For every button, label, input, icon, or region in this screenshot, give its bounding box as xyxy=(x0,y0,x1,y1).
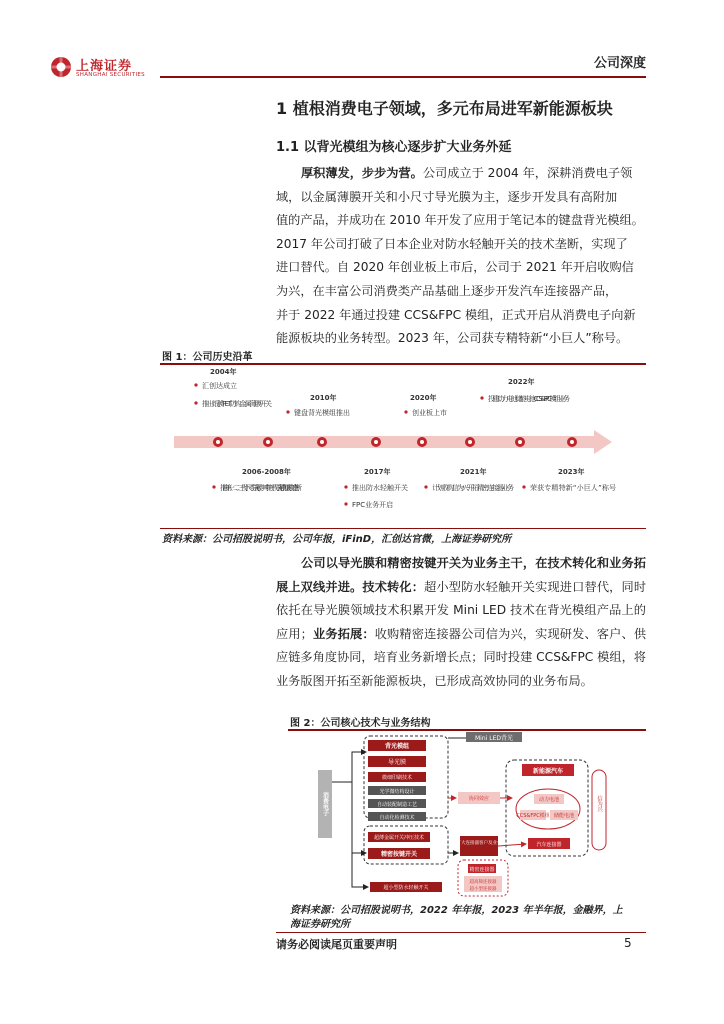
label-newenergy: 新能源汽车 xyxy=(532,768,564,775)
label-conn1: 超高频连接器 xyxy=(469,880,497,885)
label-ccsfpc: CCS&FPC模组 xyxy=(516,813,550,819)
event-year-2021: 2021年 xyxy=(460,468,487,476)
brand-name-en: SHANGHAI SECURITIES xyxy=(76,72,145,78)
event-item: 荣获专精特新“小巨人”称号 xyxy=(530,484,616,492)
figure1-bottom-rule xyxy=(160,528,646,529)
event-item: 推出纸膜PET防钩金属薄膜开关 xyxy=(202,400,272,408)
figure1-source: 资料来源：公司招股说明书，公司年报，iFinD，汇创达官微，上海证券研究所 xyxy=(162,534,512,545)
event-item: 计划收购信为兴开拓精密连接器业务 xyxy=(432,484,514,492)
figure2-source xyxy=(290,904,646,932)
label-cust: 扩大连接器客户及业务 xyxy=(456,841,502,846)
event-year-2004: 2004年 xyxy=(210,368,237,376)
label-miniled: Mini LED背光 xyxy=(475,735,513,742)
paragraph-line: 进口替代。自 2020 年创业板上市后，公司于 2021 年开启收购信 xyxy=(276,260,634,275)
biz-text: 收购精密连接器公司信为兴，实现研发、客户、供应链多角度协同，培育业务新增长点；同时投建 CCS&FPC 模组，将业务版图开拓至新能源板块，已形成高效协同的业务布局。 xyxy=(276,626,647,688)
label-switch-tech: 超薄金属开关冲压技术 xyxy=(373,835,425,841)
event-item: 创业板上市 xyxy=(412,409,447,417)
label-tech2: 自动装配制造工艺 xyxy=(376,802,418,808)
paragraph-line: 域，以金属薄膜开关和小尺寸导光膜为主，逐步开发具有高附加 xyxy=(276,189,618,204)
label-vehicle-conn: 汽车连接器 xyxy=(536,842,562,848)
event-item: FPC业务开启 xyxy=(352,501,394,509)
page-number: 5 xyxy=(624,936,632,950)
brand-logo xyxy=(50,54,150,84)
paragraph-lead: 公司以导光膜和精密按键开关为业务主干，在技术转化和业务拓展上双线并进。 xyxy=(276,556,646,594)
tech-text: 超小型防水轻触开关实现进口替代，同时依托在导光膜领域技术积累开发 Mini LED 技术在背光模组产品上的应用； xyxy=(276,579,647,641)
label-xinweixing: 信为兴 xyxy=(596,795,602,813)
label-waterproof: 超小型防水轻触开关 xyxy=(383,885,429,891)
event-year-2017: 2017年 xyxy=(364,468,391,476)
label-conn2: 超小型连接器 xyxy=(469,887,497,892)
report-type: 公司深度 xyxy=(593,56,646,71)
label-synergy: 协同效应 xyxy=(468,796,490,802)
figure2-top-rule xyxy=(288,729,646,731)
history-timeline xyxy=(160,366,646,528)
tech-label: 技术转化： xyxy=(362,579,425,594)
paragraph-line: 值的产品，并成功在 2010 年开发了应用于笔记本的键盘背光模组。 xyxy=(276,213,644,228)
paragraph-history xyxy=(276,162,646,351)
brand-name: 上海证券 xyxy=(76,59,133,74)
paragraph-business xyxy=(276,552,646,694)
event-year-2023: 2023年 xyxy=(558,468,585,476)
paragraph-line: 能源板块的业务转型。2023 年，公司获专精特新“小巨人”称号。 xyxy=(276,331,629,346)
label-tech3: 自动化检测技术 xyxy=(379,815,415,821)
paragraph-line: 2017 年公司打破了日本企业对防水轻触开关的技术垄断，实现了 xyxy=(276,236,628,251)
event-item: 键盘背光模组推出 xyxy=(294,409,350,417)
event-item: 推出第一、二、三代小尺寸导光膜，其中第三代导光膜打破欧美垄断 xyxy=(220,484,302,492)
biz-label: 业务拓展： xyxy=(312,626,375,641)
label-switch: 精密按键开关 xyxy=(380,851,418,858)
subsection-heading: 1.1 以背光模组为核心逐步扩大业务外延 xyxy=(276,140,512,155)
header-divider xyxy=(160,76,646,78)
label-lgf: 导光膜 xyxy=(387,759,407,766)
figure2-source-line: 资料来源：公司招股说明书，2022 年年报，2023 年半年报，金融界，上 xyxy=(290,905,623,916)
paragraph-line: 并于 2022 年通过投建 CCS&FPC 模组，正式开启从消费电子向新 xyxy=(276,307,636,322)
event-item: 汇创达成立 xyxy=(202,382,237,390)
figure1-top-rule xyxy=(160,363,646,365)
paragraph-lead: 厚积薄发，步步为营。 xyxy=(301,166,423,180)
label-battery: 动力电池 xyxy=(538,797,560,803)
event-item: 投建动力电池储能电池CCS&FPC模组业务 xyxy=(488,395,570,403)
section-heading: 1 植根消费电子领域，多元布局进军新能源板块 xyxy=(276,99,613,118)
label-conn: 精密连接器 xyxy=(469,867,495,873)
disclaimer-notice: 请务必阅读尾页重要声明 xyxy=(276,938,397,951)
label-energy-storage: 储能电池 xyxy=(553,813,575,819)
event-year-2010: 2010年 xyxy=(310,394,337,402)
event-year-2006: 2006-2008年 xyxy=(242,468,291,476)
paragraph-line: 为兴，在丰富公司消费类产品基础上逐步开发汽车连接器产品， xyxy=(276,283,618,298)
figure2-source-line: 海证券研究所 xyxy=(290,919,350,930)
label-backlight: 背光模组 xyxy=(384,743,410,750)
event-item: 推出防水轻触开关 xyxy=(352,484,408,492)
figure1-title: 图 1：公司历史沿革 xyxy=(162,352,253,363)
label-consumer: 消费电子 xyxy=(321,792,329,816)
figure2-title: 图 2：公司核心技术与业务结构 xyxy=(290,718,431,729)
label-tech1: 光学微结构设计 xyxy=(379,789,415,795)
label-micro-tech: 微细印刷技术 xyxy=(381,775,413,781)
business-structure-diagram xyxy=(300,732,630,902)
event-year-2022: 2022年 xyxy=(508,378,535,386)
event-year-2020: 2020年 xyxy=(410,394,437,402)
paragraph-line: 公司成立于 2004 年，深耕消费电子领 xyxy=(422,166,633,180)
brand-mark-icon xyxy=(50,56,72,78)
footer-divider xyxy=(276,932,646,933)
timeline-arrow xyxy=(174,430,612,454)
